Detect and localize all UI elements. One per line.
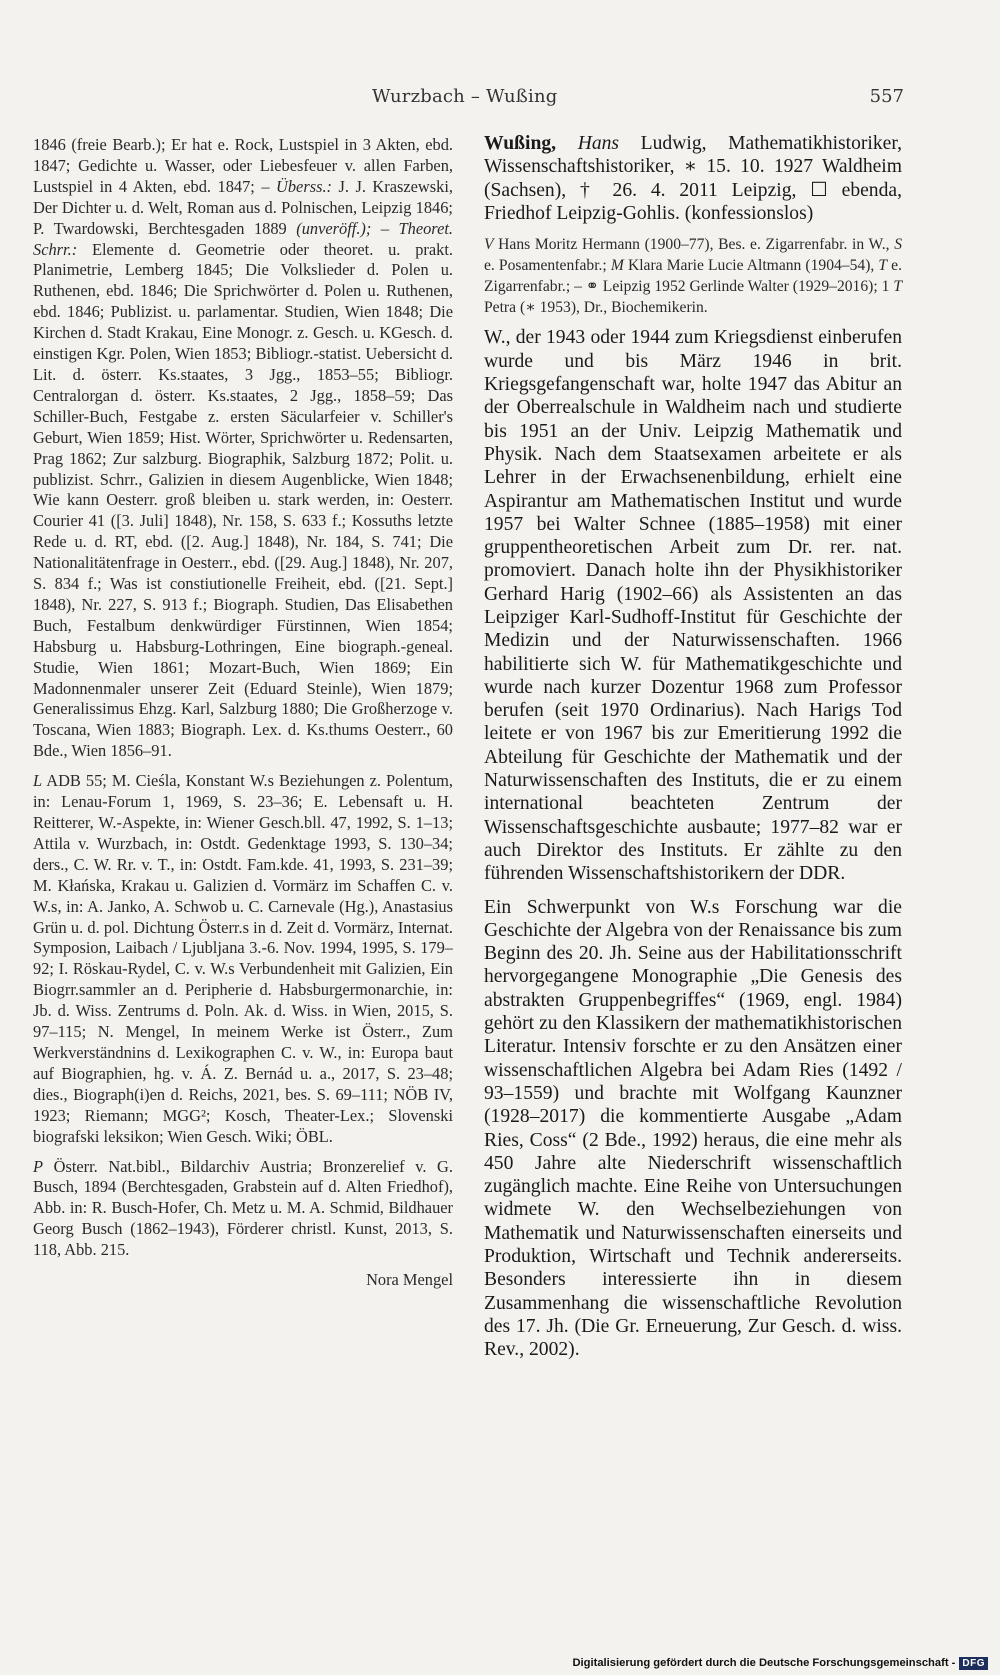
unpublished-label: (unveröff.); – Theoret. Schrr.: bbox=[33, 218, 453, 259]
mother-sigil: M bbox=[610, 256, 624, 274]
entry-headword bbox=[484, 132, 902, 226]
footer-credit-text: Digitalisierung gefördert durch die Deutsche Forschungsgemeinschaft - bbox=[572, 1657, 956, 1669]
literature-sigil: L bbox=[33, 771, 43, 791]
portraits-text: Österr. Nat.bibl., Bildarchiv Austria; Bronzerelief v. G. Busch, 1894 (Berchtesgaden, Grabstein auf d. Alten Friedhof), Abb. in: R. Busch-Hofer, Ch. Metz u. M. A. Schmid, Bildhauer Georg Busch (1862–1943), Förderer christl. Kunst, 2013, S. 118, Abb. 215. bbox=[33, 1156, 453, 1260]
page-number: 557 bbox=[869, 86, 904, 107]
daughter-sigil-2: T bbox=[893, 278, 902, 296]
literature-paragraph bbox=[33, 771, 453, 1147]
entry-surname: Wußing, bbox=[484, 133, 557, 154]
article-author: Nora Mengel bbox=[366, 1270, 453, 1290]
running-title: Wurzbach – Wußing bbox=[372, 86, 558, 107]
father-sigil: V bbox=[484, 235, 494, 253]
family-text-4: e. Zigarrenfabr.; – ⚭ Leipzig 1952 Gerlinde Walter (1929–2016); 1 bbox=[484, 256, 902, 296]
literature-text: ADB 55; M. Cieśla, Konstant W.s Beziehungen z. Polentum, in: Lenau-Forum 1, 1969, S. 23–36; E. Lebensaft u. H. Reitterer, W.-Aspekte, in: Wiener Gesch.bll. 47, 1992, S. 1–13; Attila v. Wurzbach, in: Ostdt. Gedenktage 1993, S. 130–34; ders., C. W. Rr. v. T., in: Ostdt. Fam.kde. 41, 1993, S. 231–39; M. Kłańska, Krakau u. Galizien d. Vormärz im Schaffen C. v. W.s, in: A. Janko, A. Schwob u. C. Carnevale (Hg.), Anastasius Grün u. d. pol. Dichtung Österr.s in d. Zeit d. Vormärz, Internat. Symposion, Laibach / Ljubljana 3.-6. Nov. 1994, 1995, S. 179–92; I. Röskau-Rydel, C. v. W.s Verbundenheit mit Galizien, Ein Biogrr.sammler an d. Peripherie d. Habsburgermonarchie, in: Jb. d. Wiss. Zentrums d. Poln. Ak. d. Wiss. in Wien, 2015, S. 97–115; N. Mengel, In meinem Werke ist Österr., Zum Werkverständnins d. Lexikographen C. v. W., in: Europa baut auf Biographien, hg. v. Á. Z. Bernád u. a., 2017, S. 23–48; dies., Biograph(i)en d. Reichs, 2021, bes. S. 69–111; NÖB IV, 1923; Riemann; MGG²; Kosch, Theater-Lex.; Slovenski biografski leksikon; Wien Gesch. Wiki; ÖBL. bbox=[33, 771, 453, 1146]
family-paragraph bbox=[484, 234, 902, 319]
entry-given-name: Hans bbox=[577, 133, 620, 154]
footer-credit bbox=[0, 1652, 1000, 1674]
son-sigil: S bbox=[894, 235, 902, 253]
biography-paragraph-1: W., der 1943 oder 1944 zum Kriegsdienst einberufen wurde und bis März 1946 in brit. Kriegsgefangenschaft war, holte 1947 das Abitur an der Oberrealschule in Waldheim nach und studierte bis 1951 an der Univ. Leipzig Mathematik und Physik. Nach dem Staatsexamen arbeitete er als Lehrer in der Erwachsenenbildung, erhielt eine Aspirantur am Mathematischen Institut und wurde 1957 bei Walter Schnee (1885–1958) mit einer gruppentheoretischen Arbeit zum Dr. rer. nat. promoviert. Danach holte ihn der Physikhistoriker Gerhard Harig (1902–66) als Assistenten an das Leipziger Karl-Sudhoff-Institut für Geschichte der Medizin und der Naturwissenschaften. 1966 habilitierte sich W. für Mathematikgeschichte und wurde nach kurzer Dozentur 1968 zum Professor berufen (seit 1970 Ordinarius). Nach Harigs Tod leitete er von 1967 bis zur Emeritierung 1992 die Abteilung für Geschichte der Mathematik und der Naturwissenschaften des Instituts, die er zu einem international beachteten Zentrum der Wissenschaftsgeschichte ausbaute; 1977–82 war er auch Direktor des Instituts. Er zählte zu den führenden Wissenschaftshistorikern der DDR. bbox=[484, 327, 902, 885]
family-text-1: Hans Moritz Hermann (1900–77), Bes. e. Zigarrenfabr. in W., bbox=[493, 235, 895, 253]
works-list-paragraph bbox=[33, 135, 453, 762]
works-text-start: 1846 (freie Bearb.); Er hat e. Rock, Lustspiel in 3 Akten, ebd. 1847; Gedichte u. Wasser, oder Liebesfeuer v. allen Farben, Lustspiel in 4 Akten, ebd. 1847; – bbox=[33, 135, 453, 196]
family-text-5: Petra (∗ 1953), Dr., Biochemikerin. bbox=[484, 299, 708, 317]
portraits-sigil: P bbox=[33, 1156, 44, 1176]
family-text-3: Klara Marie Lucie Altmann (1904–54), bbox=[623, 256, 879, 274]
entry-biodata: Ludwig, Mathematikhistoriker, Wissenschaftshistoriker, ∗ 15. 10. 1927 Waldheim (Sachsen), † 26. 4. 2011 Leipzig, ☐ ebenda, Friedhof Leipzig-Gohlis. (konfessionslos) bbox=[484, 133, 902, 225]
family-text-2: e. Posamentenfabr.; bbox=[484, 256, 611, 274]
translations-label: Überss.: bbox=[276, 176, 333, 196]
right-column bbox=[484, 132, 902, 1372]
left-column bbox=[33, 135, 453, 1291]
dfg-logo: DFG bbox=[959, 1657, 988, 1670]
works-text-mid: J. J. Kraszewski, Der Dichter u. d. Welt, Roman aus d. Polnischen, Leipzig 1846; P. Twardowski, Berchtesgaden 1889 bbox=[33, 176, 453, 238]
biography-paragraph-2: Ein Schwerpunkt von W.s Forschung war die Geschichte der Algebra von der Renaissance bis zum Beginn des 20. Jh. Seine aus der Habilitationsschrift hervorgegangene Monographie „Die Genesis des abstrakten Gruppenbegriffes“ (1969, engl. 1984) gehört zu den Klassikern der mathematikhistorischen Literatur. Intensiv forschte er zu den Ansätzen einer wissenschaftlichen Algebra bei Adam Ries (1492 / 93–1559) und brachte mit Wolfgang Kaunzner (1928–2017) die kommentierte Ausgabe „Adam Ries, Coss“ (2 Bde., 1992) heraus, die eine mehr als 450 Jahre alte Niederschrift wissenschaftlich zugänglich machte. Eine Reihe von Untersuchungen widmete W. den Wechselbeziehungen von Mathematik und Naturwissenschaften einerseits und Produktion, Wirtschaft und Technik andererseits. Besonders interessierte ihn in diesem Zusammenhang die wissenschaftliche Revolution des 17. Jh. (Die Gr. Erneuerung, Zur Gesch. d. wiss. Rev., 2002). bbox=[484, 896, 902, 1361]
daughter-sigil: T bbox=[878, 256, 888, 274]
works-text-rest: Elemente d. Geometrie oder theoret. u. prakt. Planimetrie, Lemberg 1845; Die Volkslieder d. Polen u. Ruthenen, ebd. 1846; Die Sprichwörter d. Polen u. Ruthenen, ebd. 1846; Publizist. u. parlamentar. Studien, Wien 1848; Die Kirchen d. Stadt Krakau, Eine Monogr. z. Gesch. u. KGesch. d. einstigen Kgr. Polen, Wien 1853; Bibliogr.-statist. Uebersicht d. Lit. d. österr. Ks.staates, 3 Jgg., 1853–55; Bibliogr. Centralorgan d. österr. Ks.staates, 2 Jgg., 1858–59; Das Schiller-Buch, Festgabe z. ersten Säcularfeier v. Schiller's Geburt, Wien 1859; Hist. Wörter, Sprichwörter u. Redensarten, Prag 1862; Zur salzburg. Biographik, Salzburg 1872; Polit. u. publizist. Schrr., Galizien in diesem Augenblicke, Wien 1848; Wie kann Oesterr. groß bleiben u. stark werden, in: Oesterr. Courier 41 ([3. Juli] 1848), Nr. 158, S. 633 f.; Kossuths letzte Rede u. d. RT, ebd. ([2. Aug.] 1848), Nr. 184, S. 741; Die Nationalitätenfrage in Oesterr., ebd. ([29. Aug.] 1848), Nr. 207, S. 834 f.; Was ist constiutionelle Freiheit, ebd. ([21. Sept.] 1848), Nr. 227, S. 913 f.; Biograph. Studien, Das Elisabethen Buch, Festalbum denkwürdiger Fürstinnen, Wien 1854; Habsburg u. Habsburg-Lothringen, Eine biograph.-geneal. Studie, Wien 1861; Mozart-Buch, Wien 1869; Ein Madonnenmaler unserer Zeit (Eduard Steinle), Wien 1879; Generalissimus Ehzg. Karl, Salzburg 1880; Die Großherzoge v. Toscana, Wien 1883; Biograph. Lex. d. Ks.thums Oesterr., 60 Bde., Wien 1856–91. bbox=[33, 239, 453, 761]
portraits-paragraph bbox=[33, 1157, 453, 1262]
